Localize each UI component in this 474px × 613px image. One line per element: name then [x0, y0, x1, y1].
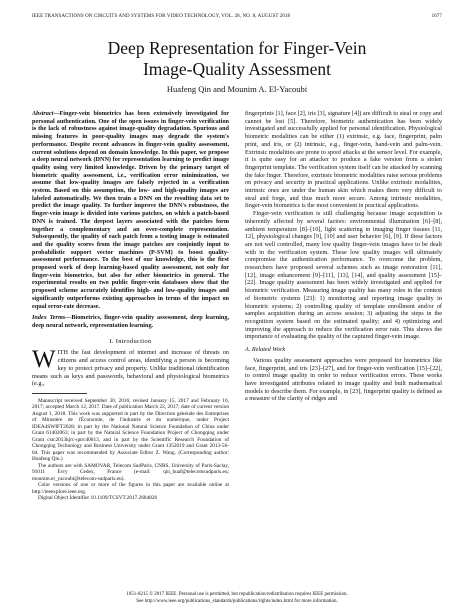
abstract [32, 110, 229, 310]
intro-dropcap: W [32, 346, 56, 374]
title-line-1: Deep Representation for Finger-Vein [107, 38, 367, 58]
footnote-manuscript: Manuscript received September 30, 2016; revised January 15, 2017 and February 16, 2017; accepted March 12, 2017. Date of publication March 22, 2017; date of current version August 1, 2018. This work was supported in part by the Direction générale des Entreprises of Ministère de l'Économie, de l'industrie et du numérique, under Project IDEA4SWIFT2028; in part by the National Natural Science Foundation of China under Grant 61402063; in part by the Natural Science Foundation Project of Chongqing under Grant cstc2013kjrc-qnrc40013, and in part by the Scientific Research Foundation of Chongqing Technology and Business University under Grant 1352019 and Grant 2013-56-04. This paper was recommended by Associate Editor Z. Wang. (Corresponding author: Huafeng Qin.) [32, 397, 229, 463]
footnote-color: Color versions of one or more of the figures in this paper are available online at http://ieeexplore.ieee.org. [32, 482, 229, 495]
copyright-footer [0, 592, 474, 605]
abstract-text: —Finger-vein biometrics has been extensively investigated for personal authentication. One of the open issues in finger-vein verification is the lack of robustness against image-quality degradation. Spurious and missing features in poor-quality images may degrade the system's performance. Despite recent advances in finger-vein quality assessment, current solutions depend on domain knowledge. In this paper, we propose a deep neural network (DNN) for representation learning to predict image quality using very limited knowledge. Driven by the primary target of biometric quality assessment, i.e., verification error minimization, we assume that low-quality images are falsely rejected in a verification system. Based on this assumption, the low- and high-quality images are labeled automatically. We then train a DNN on the resulting data set to predict the image quality. To further improve the DNN's robustness, the finger-vein image is divided into various patches, on which a patch-based DNN is trained. The deepest layers associated with the patches form together a complementary and an over-complete representation. Subsequently, the quality of each patch from a testing image is estimated and the quality scores from the image patches are conjointly input to probabilistic support vector machines (P-SVM) to boost quality-assessment performance. To the best of our knowledge, this is the first proposed work of deep learning-based quality assessment, not only for finger-vein biometrics, but also for other biometrics in general. The experimental results on two public finger-vein databases show that the proposed scheme accurately identifies high- and low-quality images and significantly outperforms existing approaches in terms of the impact on equal error-rate decrease. [32, 110, 229, 310]
intro-paragraph [32, 346, 229, 388]
footnote-authors: The authors are with SAMOVAR, Telecom SudParis, CNRS, University of Paris-Saclay, 91011 Evry Cedex, France (e-mail: qin_huaf@telecomsudparis.eu; mounim.el_yacoubi@telecom-sudparis.eu). [32, 462, 229, 482]
running-head [32, 14, 442, 19]
footnotes [32, 398, 229, 502]
intro-text: ITH the fast development of internet and increase of threats on citizens and access control areas, identifying a person is becoming key to protect privacy and property. Unlike traditional identification means such as keys and passwords, behavioral and physiological biometrics (e.g., [32, 349, 229, 388]
footer-line-2: See http://www.ieee.org/publications_standards/publications/rights/index.html for more information. [136, 598, 338, 604]
right-column [245, 110, 442, 403]
footer-line-1: 1051-8215 © 2017 IEEE. Personal use is permitted, but republication/redistribution requires IEEE permission. [126, 592, 348, 597]
subsection-heading-related-work: A. Related Work [245, 346, 286, 354]
title-line-2: Image-Quality Assessment [142, 59, 332, 79]
footnote-doi: Digital Object Identifier 10.1109/TCSVT.2017.2684826 [38, 495, 158, 502]
abstract-label: Abstract [32, 110, 54, 117]
journal-name: IEEE TRANSACTIONS ON CIRCUITS AND SYSTEMS FOR VIDEO TECHNOLOGY, VOL. 28, NO. 8, AUGUST 2018 [32, 14, 291, 19]
body-paragraph-2: Finger-vein verification is still challenging because image acquisition is inherently affected by several factors: environmental illumination [6]–[8], ambient temperature [8]–[10], light scattering in imaging finger tissues [11, 12], physiological changes [9], [10] and user behavior [6], [9]. If these factors are not well controlled, many low quality finger-vein images have to be dealt with in the verification system. These low quality images will ultimately compromise the authentication performance. To overcome the problem, researchers have proposed several schemes such as image restoration [11], [12], image enhancement [9]–[11], [13], [14], and quality assessment [15]–[22]. Image quality assessment has been widely investigated and applied for biometric verification. Measuring image quality has many roles in the context of biometric systems [23]: 1) monitoring and reporting image quality in biometric systems; 2) controlling quality of template enrollment and/or of samples acquisition during an access session; 3) adjusting the steps in the recognition system based on the estimated quality; and 4) optimizing and improving the approach to reduce the verification error rate. This shows the importance of evaluating the quality of the captured finger-vein image. [245, 210, 442, 341]
footnote-divider [32, 393, 87, 394]
body-paragraph-1: fingerprints [1], face [2], iris [3], signature [4]) are difficult to steal or copy and cannot be lost [5]. Therefore, biometric authentication has been widely investigated and successfully applied for personal identification. Physiological biometric modalities can be either (1) extrinsic, e.g. face, fingerprint, palm print, and iris, or (2) intrinsic, e.g., finger-vein, hand-vein and palm-vein. Extrinsic modalities are prone to spoof attacks at the sensor level. For example, it is quite easy for an attacker to produce a fake version from a stolen fingerprint template. The verification system itself can be attacked by scanning the fake finger. Therefore, extrinsic biometric modalities raise serious problems on privacy and security in practical applications. Unlike extrinsic modalities, intrinsic ones are under the human skin which makes them very difficult to steal and forge, and thus much more secure. Among intrinsic modalities, finger-vein biometrics is the most convenient in practical applications. [245, 110, 442, 210]
index-terms-text: —Biometrics, finger-vein quality assessment, deep learning, deep neural network, representation learning. [32, 314, 229, 329]
page-number: 1677 [431, 14, 442, 19]
index-terms-label: Index Terms [32, 314, 66, 322]
section-heading-introduction: I. Introduction [109, 337, 152, 345]
paper-title [0, 38, 474, 80]
authors: Huafeng Qin and Mounim A. El-Yacoubi [166, 84, 308, 94]
body-paragraph-3: Various quality assessment approaches were proposed for biometrics like face, fingerprint, and iris [23]–[27], and for finger-vein verification [15]–[22], to control image quality in order to reduce verification errors. These works have investigated attributes related to image quality and built mathematical models to describe them. For example, in [23], fingerprint quality is defined as a measure of the clarity of ridges and [245, 356, 442, 403]
left-column [32, 110, 229, 502]
index-terms [32, 314, 229, 329]
